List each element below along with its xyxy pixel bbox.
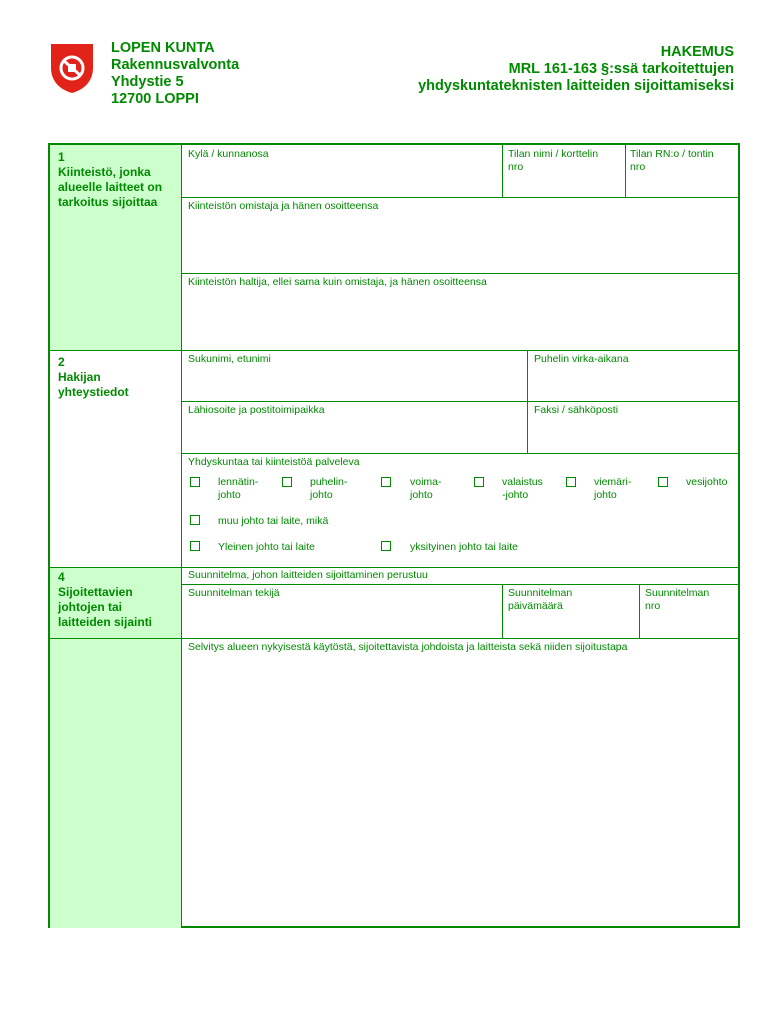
utility-heading: Yhdyskuntaa tai kiinteistöä palveleva [188,456,360,468]
checkbox-vesijohto[interactable] [658,477,668,487]
document-title [418,44,734,95]
section-2-label: 2 Hakijan yhteystiedot [58,355,129,399]
field-omistaja: Kiinteistön omistaja ja hänen osoitteensa [188,200,379,212]
label-voimajohto: voima- johto [410,476,442,501]
divider-col-paivamaara [502,584,503,638]
application-form [48,143,740,928]
title-sub-1: MRL 161-163 §:ssä tarkoitettujen [508,61,734,77]
section-4-label: 4 Sijoitettavien johtojen tai laitteiden sijainti [58,570,153,629]
label-yksityinen: yksityinen johto tai laite [410,541,518,553]
field-nro: Suunnitelman nro [645,587,710,612]
field-faksi: Faksi / sähköposti [534,404,619,416]
org-department: Rakennusvalvonta [111,57,240,73]
field-suunnitelma: Suunnitelma, johon laitteiden sijoittaminen perustuu [188,569,428,581]
divider-row-3 [182,401,740,402]
checkbox-muu-johto[interactable] [190,515,200,525]
field-selvitys: Selvitys alueen nykyisestä käytöstä, sijoitettavista johdoista ja laitteista sekä niiden sijoitustapa [188,641,628,653]
field-tekija: Suunnitelman tekijä [188,587,280,599]
divider-col-puhelin [527,350,528,453]
divider-col-tilan-rn [625,145,626,197]
divider-row-1 [182,197,740,198]
label-valaistusjohto: valaistus -johto [502,476,543,501]
divider-row-2 [182,273,740,274]
divider-col-tilan-nimi [502,145,503,197]
municipality-logo [49,42,95,94]
checkbox-yleinen[interactable] [190,541,200,551]
organization-address [111,40,239,108]
section-1-label: 1 Kiinteistö, jonka alueelle laitteet on tarkoitus sijoittaa [58,150,163,209]
divider-section-4-body [50,638,740,639]
field-kyla: Kylä / kunnanosa [188,148,269,160]
checkbox-viemarijohto[interactable] [566,477,576,487]
checkbox-voimajohto[interactable] [381,477,391,487]
label-puhelinjohto: puhelin- johto [310,476,348,501]
field-puhelin: Puhelin virka-aikana [534,353,629,365]
field-tilan-rn: Tilan RN:o / tontin nro [630,148,714,173]
checkbox-lennatinjohto[interactable] [190,477,200,487]
org-street: Yhdystie 5 [111,74,184,90]
divider-section-3-4 [50,567,740,568]
divider-col-nro [639,584,640,638]
label-muu-johto: muu johto tai laite, mikä [218,515,329,527]
org-postal: 12700 LOPPI [111,91,199,107]
field-sukunimi: Sukunimi, etunimi [188,353,271,365]
divider-row-4 [182,453,740,454]
title-main: HAKEMUS [660,44,734,60]
org-name: LOPEN KUNTA [111,40,215,56]
checkbox-yksityinen[interactable] [381,541,391,551]
label-lennatinjohto: lennätin- johto [218,476,259,501]
field-haltija: Kiinteistön haltija, ellei sama kuin omistaja, ja hänen osoitteensa [188,276,487,288]
title-sub-2: yhdyskuntateknisten laitteiden sijoittamiseksi [418,78,734,94]
label-viemarijohto: viemäri- johto [594,476,632,501]
label-vesijohto: vesijohto [686,476,728,488]
label-yleinen: Yleinen johto tai laite [218,541,315,553]
field-paivamaara: Suunnitelman päivämäärä [508,587,573,612]
divider-row-5 [182,584,740,585]
checkbox-valaistusjohto[interactable] [474,477,484,487]
field-tilan-nimi: Tilan nimi / korttelin nro [508,148,599,173]
field-osoite: Lähiosoite ja postitoimipaikka [188,404,325,416]
checkbox-puhelinjohto[interactable] [282,477,292,487]
divider-section-1-2 [50,350,740,351]
